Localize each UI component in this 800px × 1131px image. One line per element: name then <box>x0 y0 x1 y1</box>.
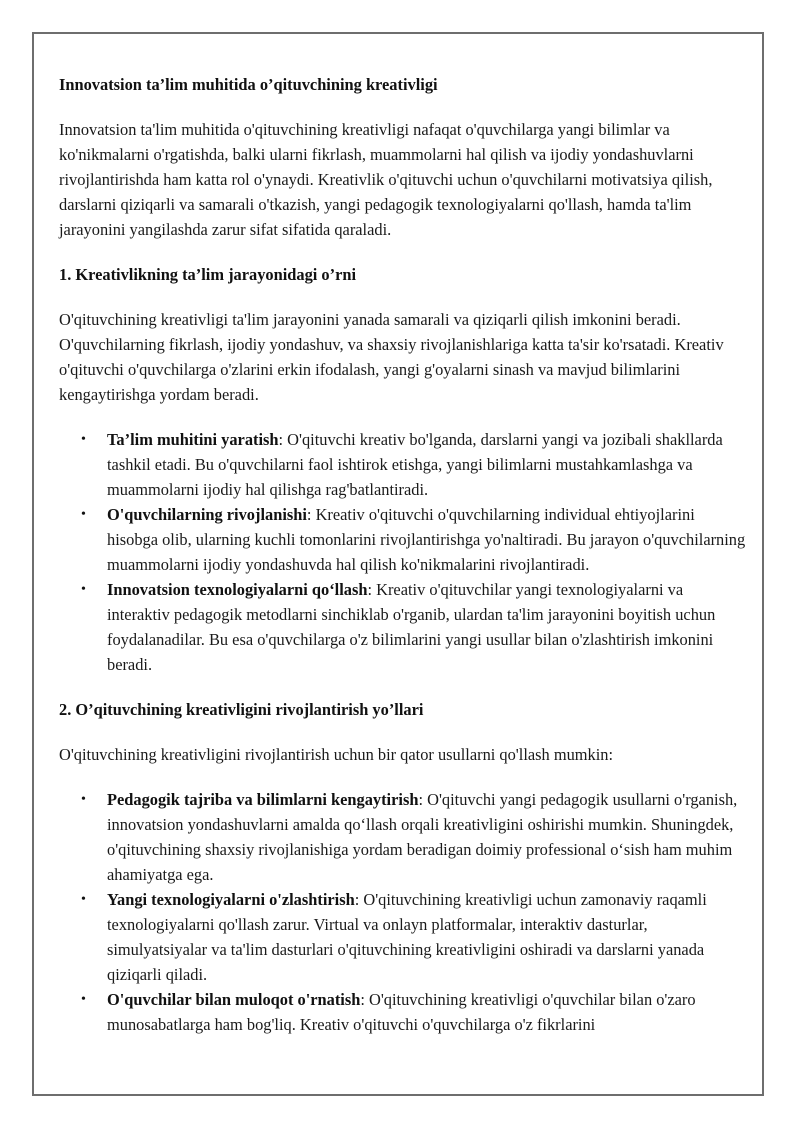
section-2-paragraph: O'qituvchining kreativligini rivojlantirish uchun bir qator usullarni qo'llash mumkin: <box>59 745 614 764</box>
list-item-term: Ta’lim muhitini yaratish <box>107 430 279 449</box>
list-item-term: O'quvchilar bilan muloqot o'rnatish <box>107 990 361 1009</box>
section-2-list <box>59 787 749 1037</box>
section-2-heading: 2. O’qituvchining kreativligini rivojlantirish yo’llari <box>59 700 424 719</box>
section-1-heading: 1. Kreativlikning ta’lim jarayonidagi o’rni <box>59 265 357 284</box>
document-title: Innovatsion ta’lim muhitida o’qituvchining kreativligi <box>59 75 438 94</box>
list-item-text: : Kreativ o'qituvchilar yangi texnologiyalarni va interaktiv pedagogik metodlarni sinchiklab o'rganib, ulardan ta'lim jarayonini boyitish uchun foydalanadilar. Bu esa o'quvchilarga o'z bilimlarini yangi usullar bilan o'zlashtirish imkonini beradi. <box>107 580 716 674</box>
list-item-term: O'quvchilarning rivojlanishi <box>107 505 307 524</box>
section-1-paragraph: O'qituvchining kreativligi ta'lim jarayonini yanada samarali va qiziqarli qilish imkonini beradi. O'quvchilarning fikrlash, ijodiy yondashuv, va shaxsiy rivojlanishlariga katta ta'sir ko'rsatadi. Kreativ o'qituvchi o'quvchilarga o'zlarini erkin ifodalash, yangi g'oyalarni sinash va mavjud bilimlarini kengaytirishga yordam beradi. <box>59 310 724 404</box>
list-item-term: Pedagogik tajriba va bilimlarni kengaytirish <box>107 790 419 809</box>
intro-paragraph: Innovatsion ta'lim muhitida o'qituvchining kreativligi nafaqat o'quvchilarga yangi bilimlar va ko'nikmalarni o'rgatishda, balki ularni fikrlash, muammolarni hal qilish va ijodiy yondashuvlarni rivojlantirishda ham katta rol o'ynaydi. Kreativlik o'qituvchi uchun o'quvchilarni motivatsiya qilish, darslarni qiziqarli va samarali o'tkazish, yangi pedagogik texnologiyalarni qo'llash, hamda ta'lim jarayonini yangilashda zarur sifat sifatida qaraladi. <box>59 120 713 239</box>
list-item <box>107 987 749 1037</box>
list-item <box>107 427 749 502</box>
list-item-text: : O'qituvchining kreativligi uchun zamonaviy raqamli texnologiyalarni qo'llash zarur. Virtual va onlayn platformalar, interaktiv dasturlar, simulyatsiyalar va ta'lim dasturlari o'qituvchining kreativligini oshiradi va darslarni yanada qiziqarli qiladi. <box>107 890 707 984</box>
list-item <box>107 787 749 887</box>
list-item <box>107 887 749 987</box>
list-item-text: : O'qituvchi yangi pedagogik usullarni o'rganish, innovatsion yondashuvlarni amalda qo‘llash orqali kreativligini oshirishi mumkin. Shuningdek, o'qituvchining shaxsiy rivojlanishiga yordam beradigan doimiy professional o‘sish ham muhim ahamiyatga ega. <box>107 790 738 884</box>
list-item <box>107 577 749 677</box>
section-1-list <box>59 427 749 677</box>
list-item-text: : Kreativ o'qituvchi o'quvchilarning individual ehtiyojlarini hisobga olib, ularning kuchli tomonlarini rivojlantirishga yo'naltiradi. Bu jarayon o'quvchilarning muammolarni ijodiy yondashuvda hal qilish ko'nikmalarini rivojlantiradi. <box>107 505 746 574</box>
list-item-term: Innovatsion texnologiyalarni qo‘llash <box>107 580 368 599</box>
list-item-term: Yangi texnologiyalarni o'zlashtirish <box>107 890 355 909</box>
document-page <box>32 32 764 1096</box>
list-item <box>107 502 749 577</box>
list-item-text: : O'qituvchi kreativ bo'lganda, darslarni yangi va jozibali shakllarda tashkil etadi. Bu o'quvchilarni faol ishtirok etishga, yangi bilimlarni mustahkamlashga va muammolarni ijodiy hal qilishga rag'batlantiradi. <box>107 430 723 499</box>
list-item-text: : O'qituvchining kreativligi o'quvchilar bilan o'zaro munosabatlarga ham bog'liq. Kreativ o'qituvchi o'quvchilarga o'z fikrlarini <box>107 990 696 1034</box>
document-body <box>59 72 749 1037</box>
